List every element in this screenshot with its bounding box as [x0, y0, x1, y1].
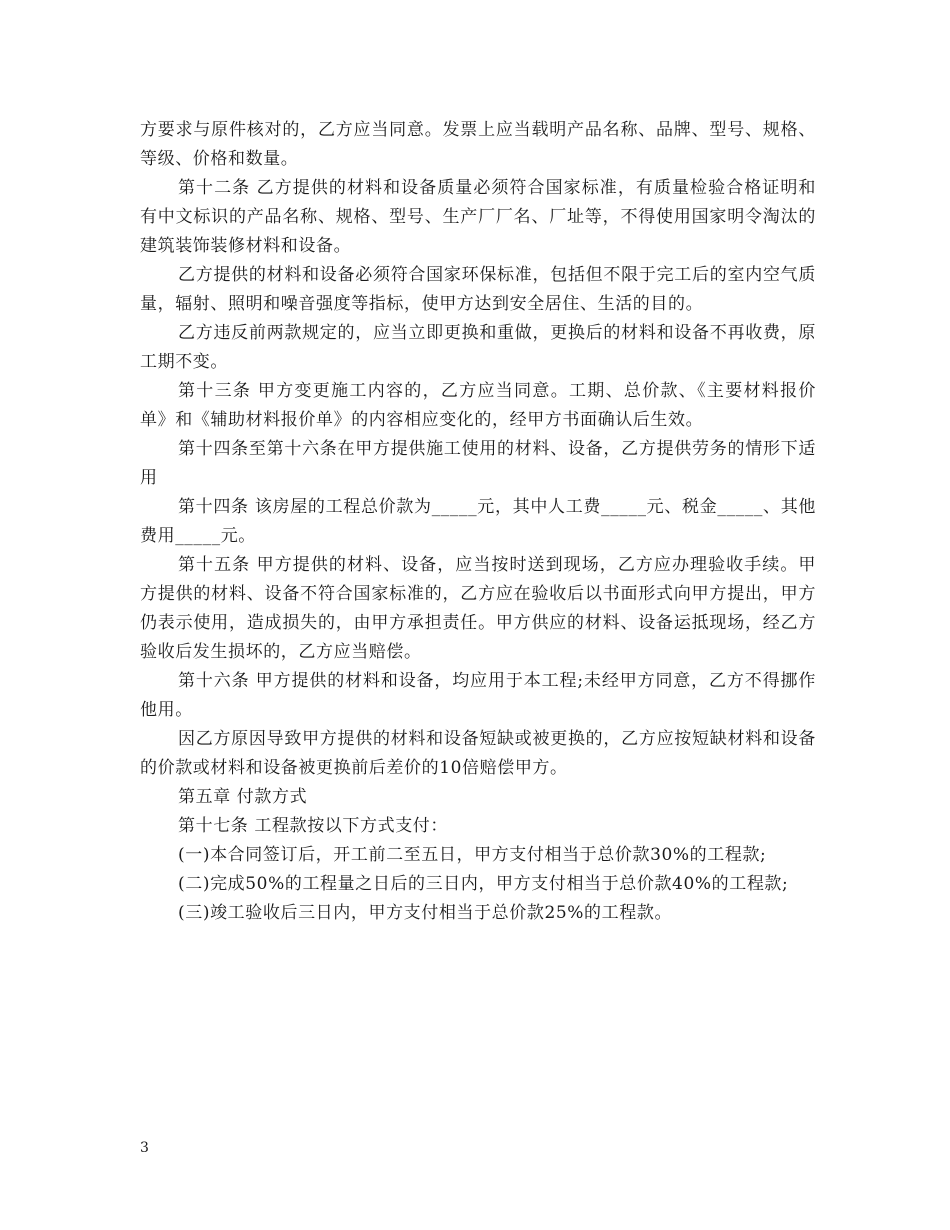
payment-item-3: (三)竣工验收后三日内，甲方支付相当于总价款25%的工程款。: [178, 903, 673, 923]
paragraph-article-12: 第十二条 乙方提供的材料和设备质量必须符合国家标准，有质量检验合格证明和有中文标识的产品名称、规格、型号、生产厂厂名、厂址等，不得使用国家明令淘汰的建筑装饰装修材料和设备。: [140, 178, 816, 256]
payment-item-2: (二)完成50%的工程量之日后的三日内，甲方支付相当于总价款40%的工程款;: [178, 874, 789, 894]
paragraph-articles-14-16-scope: 第十四条至第十六条在甲方提供施工使用的材料、设备，乙方提供劳务的情形下适用: [140, 439, 816, 488]
page-number: 3: [140, 1140, 149, 1156]
paragraph-violation-redo: 乙方违反前两款规定的，应当立即更换和重做，更换后的材料和设备不再收费，原工期不变。: [140, 323, 816, 372]
paragraph-article-13: 第十三条 甲方变更施工内容的，乙方应当同意。工期、总价款、《主要材料报价单》和《辅助材料报价单》的内容相应变化的，经甲方书面确认后生效。: [140, 381, 816, 430]
paragraph-article-16: 第十六条 甲方提供的材料和设备，均应用于本工程;未经甲方同意，乙方不得挪作他用。: [140, 671, 816, 720]
paragraph-article-15: 第十五条 甲方提供的材料、设备，应当按时送到现场，乙方应办理验收手续。甲方提供的材料、设备不符合国家标准的，乙方应在验收后以书面形式向甲方提出，甲方仍表示使用，造成损失的，由甲方承担责任。甲方供应的材料、设备运抵现场，经乙方验收后发生损坏的，乙方应当赔偿。: [140, 555, 816, 662]
payment-item-1: (一)本合同签订后，开工前二至五日，甲方支付相当于总价款30%的工程款;: [178, 845, 767, 865]
paragraph-environmental-standards: 乙方提供的材料和设备必须符合国家环保标准，包括但不限于完工后的室内空气质量，辐射、照明和噪音强度等指标，使甲方达到安全居住、生活的目的。: [140, 265, 816, 314]
paragraph-article-14: 第十四条 该房屋的工程总价款为_____元，其中人工费_____元、税金_____、其他费用_____元。: [140, 497, 816, 546]
paragraph-invoice-requirements: 方要求与原件核对的，乙方应当同意。发票上应当载明产品名称、品牌、型号、规格、等级、价格和数量。: [140, 120, 816, 169]
paragraph-article-17: 第十七条 工程款按以下方式支付：: [178, 816, 449, 836]
document-body: [140, 116, 816, 928]
paragraph-shortage-compensation: 因乙方原因导致甲方提供的材料和设备短缺或被更换的，乙方应按短缺材料和设备的价款或材料和设备被更换前后差价的10倍赔偿甲方。: [140, 729, 816, 778]
chapter-heading-payment: 第五章 付款方式: [178, 787, 308, 807]
